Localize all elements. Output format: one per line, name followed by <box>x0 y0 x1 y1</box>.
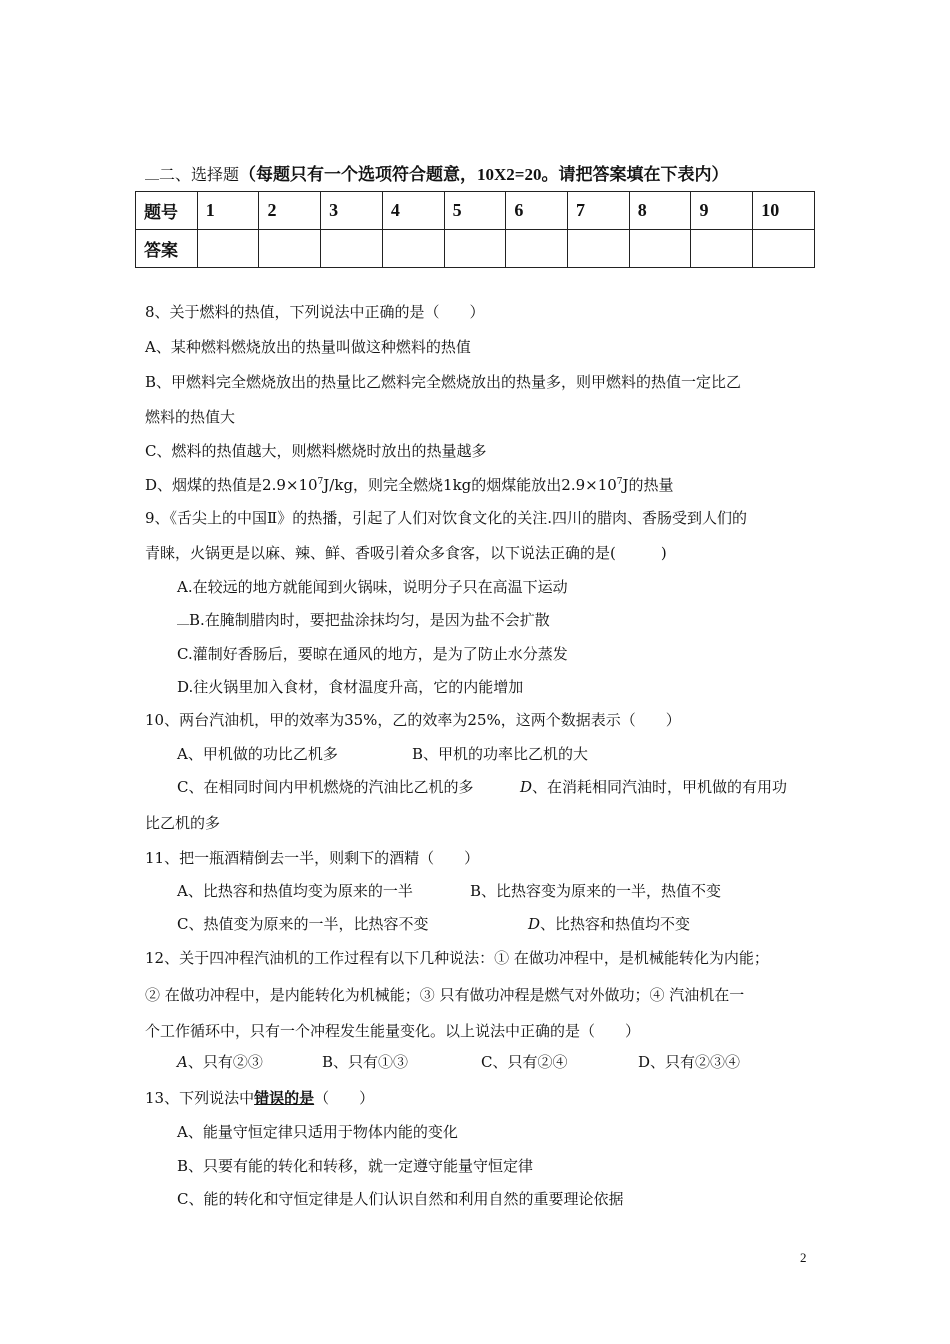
q8-stem: 8、关于燃料的热值，下列说法中正确的是（ ） <box>145 303 485 321</box>
answer-cell[interactable] <box>753 230 815 268</box>
page-number: 2 <box>800 1250 807 1265</box>
question-number-cell: 2 <box>259 192 321 230</box>
question-number-cell: 8 <box>629 192 691 230</box>
q13-stem-pre: 13、下列说法中 <box>145 1089 255 1107</box>
answer-cell[interactable] <box>691 230 753 268</box>
q13-option-b: B、只要有能的转化和转移，就一定遵守能量守恒定律 <box>177 1157 534 1175</box>
q13-stem <box>145 1088 374 1108</box>
answer-cell[interactable] <box>321 230 383 268</box>
q10-stem: 10、两台汽油机，甲的效率为35%，乙的效率为25%，这两个数据表示（ ） <box>145 711 681 729</box>
q8-d-text1: D、烟煤的热值是2.9×10 <box>145 476 318 494</box>
q8-option-a: A、某种燃料燃烧放出的热量叫做这种燃料的热值 <box>145 338 471 356</box>
q11-option-b: B、比热容变为原来的一半，热值不变 <box>470 882 722 900</box>
answer-table <box>135 191 815 268</box>
row-header-number: 题号 <box>136 192 198 230</box>
answer-cell[interactable] <box>629 230 691 268</box>
answer-cell[interactable] <box>197 230 259 268</box>
answer-cell[interactable] <box>506 230 568 268</box>
q8-option-b-line1: B、甲燃料完全燃烧放出的热量比乙燃料完全燃烧放出的热量多，则甲燃料的热值一定比乙 <box>145 373 742 391</box>
q8-d-exponent1: 7 <box>317 477 324 487</box>
q10-d-letter: D <box>520 778 533 796</box>
q11-stem: 11、把一瓶酒精倒去一半，则剩下的酒精（ ） <box>145 849 480 867</box>
question-number-cell: 4 <box>382 192 444 230</box>
answer-cell[interactable] <box>444 230 506 268</box>
q10-option-c: C、在相同时间内甲机燃烧的汽油比乙机的多 <box>177 778 474 796</box>
question-number-cell: 10 <box>753 192 815 230</box>
section-note: （每题只有一个选项符合题意，10X2=20。请把答案填在下表内） <box>239 165 729 184</box>
q9-stem-line1: 9、《舌尖上的中国Ⅱ》的热播，引起了人们对饮食文化的关注.四川的腊肉、香肠受到人们的 <box>145 509 748 527</box>
q11-option-d <box>528 914 690 934</box>
q12-a-letter: A <box>177 1053 188 1071</box>
q12-a-text: 、只有②③ <box>187 1053 263 1071</box>
table-row-answers <box>136 230 815 268</box>
q11-d-text: 、比热容和热值均不变 <box>540 915 691 933</box>
q11-d-letter: D <box>528 915 541 933</box>
q12-option-b: B、只有①③ <box>322 1053 409 1071</box>
q9-option-a: A.在较远的地方就能闻到火锅味，说明分子只在高温下运动 <box>177 578 568 596</box>
row-header-answer: 答案 <box>136 230 198 268</box>
q13-stem-emphasis: 错误的是 <box>254 1089 315 1107</box>
underline-mark <box>145 167 159 180</box>
q10-option-b: B、甲机的功率比乙机的大 <box>412 745 589 763</box>
underline-mark <box>177 612 189 625</box>
q12-option-a <box>177 1052 263 1072</box>
answer-cell[interactable] <box>382 230 444 268</box>
question-number-cell: 5 <box>444 192 506 230</box>
q11-option-c: C、热值变为原来的一半，比热容不变 <box>177 915 429 933</box>
question-number-cell: 6 <box>506 192 568 230</box>
q10-d-text: 、在消耗相同汽油时，甲机做的有用功 <box>532 778 788 796</box>
answer-cell[interactable] <box>568 230 630 268</box>
q10-option-d-line2: 比乙机的多 <box>145 814 221 832</box>
section-heading <box>145 160 728 185</box>
q9-stem-line2: 青睐，火锅更是以麻、辣、鲜、香吸引着众多食客，以下说法正确的是( ) <box>145 544 667 562</box>
q8-d-text2: J/kg，则完全燃烧1kg的烟煤能放出2.9×10 <box>323 476 617 494</box>
q8-d-text3: J的热量 <box>622 476 674 494</box>
q10-option-a: A、甲机做的功比乙机多 <box>177 745 338 763</box>
q11-option-a: A、比热容和热值均变为原来的一半 <box>177 882 413 900</box>
q12-stem-line3: 个工作循环中，只有一个冲程发生能量变化。以上说法中正确的是（ ） <box>145 1022 641 1040</box>
q13-option-a: A、能量守恒定律只适用于物体内能的变化 <box>177 1123 458 1141</box>
question-number-cell: 9 <box>691 192 753 230</box>
q13-option-c: C、能的转化和守恒定律是人们认识自然和利用自然的重要理论依据 <box>177 1190 624 1208</box>
table-row-numbers <box>136 192 815 230</box>
q8-option-d <box>145 475 674 495</box>
q9-option-d: D.往火锅里加入食材，食材温度升高，它的内能增加 <box>177 678 524 696</box>
q12-option-d: D、只有②③④ <box>638 1053 741 1071</box>
q8-d-exponent2: 7 <box>616 477 623 487</box>
q8-option-c: C、燃料的热值越大，则燃料燃烧时放出的热量越多 <box>145 442 487 460</box>
q9-option-c: C.灌制好香肠后，要晾在通风的地方，是为了防止水分蒸发 <box>177 645 568 663</box>
q9-option-b-text: B.在腌制腊肉时，要把盐涂抹均匀，是因为盐不会扩散 <box>189 611 550 629</box>
answer-cell[interactable] <box>259 230 321 268</box>
question-number-cell: 7 <box>568 192 630 230</box>
section-prefix: 二、选择题 <box>159 165 240 184</box>
q13-stem-post: （ ） <box>314 1089 375 1107</box>
q10-option-d <box>520 777 787 797</box>
question-number-cell: 3 <box>321 192 383 230</box>
question-number-cell: 1 <box>197 192 259 230</box>
q12-stem-line2: ② 在做功冲程中，是内能转化为机械能；③ 只有做功冲程是燃气对外做功；④ 汽油机在一 <box>145 986 745 1004</box>
q12-stem-line1: 12、关于四冲程汽油机的工作过程有以下几种说法：① 在做功冲程中，是机械能转化为内能； <box>145 949 769 967</box>
q12-option-c: C、只有②④ <box>481 1053 568 1071</box>
q8-option-b-line2: 燃料的热值大 <box>145 408 236 426</box>
q9-option-b <box>177 610 550 630</box>
